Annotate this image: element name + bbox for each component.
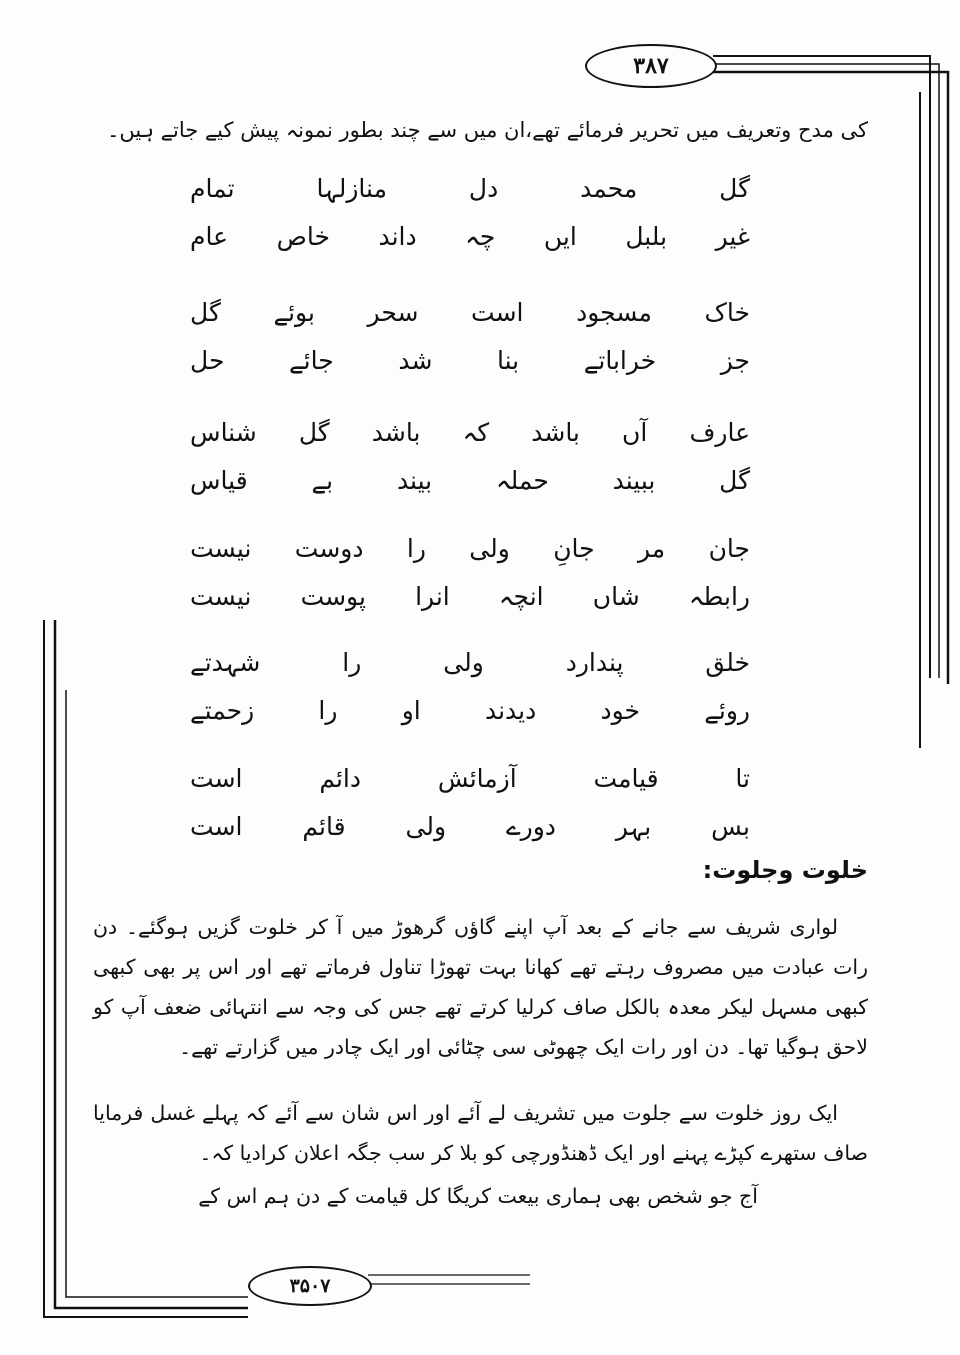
verse-word: باشد bbox=[371, 417, 421, 447]
verse-word: جز bbox=[720, 345, 750, 375]
verse-word: او bbox=[401, 695, 421, 725]
verse-word: گل bbox=[190, 297, 221, 327]
verse-line bbox=[190, 170, 750, 206]
verse-line bbox=[190, 808, 750, 844]
verse-word: ولی bbox=[405, 811, 447, 841]
verse-word: را bbox=[342, 647, 362, 677]
verse-line bbox=[190, 578, 750, 614]
bottom-page-number: ۳۵۰۷ bbox=[248, 1266, 372, 1306]
verse-word: را bbox=[318, 695, 338, 725]
verse-word: پوست bbox=[300, 581, 366, 611]
verse-line bbox=[190, 414, 750, 450]
verse-line bbox=[190, 294, 750, 330]
verse-word: شناس bbox=[190, 417, 257, 447]
verse-word: دیدند bbox=[484, 695, 537, 725]
verse-word: محمد bbox=[580, 173, 638, 203]
verse-word: دوست bbox=[294, 533, 364, 563]
verse-word: باشد bbox=[531, 417, 580, 447]
verse-word: چہ bbox=[465, 221, 496, 251]
verse-word: قیاس bbox=[190, 465, 248, 495]
verse-word: سحر bbox=[367, 297, 419, 327]
verse-word: دل bbox=[468, 173, 499, 203]
verse-word: مسجود bbox=[576, 297, 652, 327]
verse-word: گل bbox=[298, 417, 330, 447]
verse-word: کہ bbox=[462, 417, 490, 447]
verse-word: بے bbox=[311, 465, 334, 495]
top-page-number: ۳۸۷ bbox=[585, 44, 717, 88]
verse-word: حل bbox=[190, 345, 225, 375]
verse-word: جائے bbox=[289, 345, 334, 375]
verse-word: ولی bbox=[469, 533, 510, 563]
verse-word: شہدتے bbox=[190, 647, 261, 677]
verse-word: غیر bbox=[715, 221, 750, 251]
paragraph-3: آج جو شخص بھی ہماری بیعت کریگا کل قیامت کے دن ہم اس کے bbox=[198, 1184, 758, 1208]
verse-word: بلبل bbox=[625, 221, 668, 251]
verse-word: قیامت bbox=[593, 763, 659, 793]
verse-word: عام bbox=[190, 221, 229, 251]
verse-word: جان bbox=[708, 533, 750, 563]
paragraph-2: ایک روز خلوت سے جلوت میں تشریف لے آئے اور اس شان سے آئے کہ پہلے غسل فرمایا صاف ستھرے کپڑے پہنے اور ایک ڈھنڈورچی کو بلا کر سب جگہ اعلان کرادیا کہ۔ bbox=[93, 1101, 868, 1165]
verse-word: خاص bbox=[276, 221, 330, 251]
verse-word: است bbox=[190, 763, 243, 793]
verse-word: شاں bbox=[592, 581, 640, 611]
verse-word: دورے bbox=[505, 811, 556, 841]
verse-line bbox=[190, 218, 750, 254]
verse-word: خاک bbox=[704, 297, 750, 327]
verse-word: گل bbox=[719, 173, 750, 203]
verse-word: مر bbox=[638, 533, 666, 563]
verse-word: منازلہا bbox=[316, 173, 387, 203]
verse-word: است bbox=[471, 297, 524, 327]
verse-word: خراباتے bbox=[583, 345, 657, 375]
verse-word: خلق bbox=[705, 647, 750, 677]
verse-line bbox=[190, 644, 750, 680]
verse-word: آزمائش bbox=[437, 763, 517, 793]
verse-word: روئے bbox=[704, 695, 750, 725]
verse-word: حملہ bbox=[495, 465, 549, 495]
verse-word: خود bbox=[600, 695, 640, 725]
paragraph-1: لواری شریف سے جانے کے بعد آپ اپنے گاؤں گرھوڑ میں آ کر خلوت گزیں ہوگئے۔ دن رات عبادت میں مصروف رہتے تھے کھانا بہت تھوڑا تناول فرماتے تھے اور اس پر بھی کبھی کبھی مسہل لیکر معدہ بالکل صاف کرلیا کرتے تھے جس کی وجہ سے انتہائی ضعف آپ کو لاحق ہوگیا تھا۔ دن اور رات ایک چھوٹی سی چٹائی اور ایک چادر میں گزارتے تھے۔ bbox=[93, 915, 868, 1059]
verse-word: زحمتے bbox=[190, 695, 255, 725]
verse-line bbox=[190, 530, 750, 566]
verse-word: تا bbox=[735, 763, 750, 793]
verse-word: بہر bbox=[615, 811, 652, 841]
verse-word: بس bbox=[711, 811, 750, 841]
verse-word: دائم bbox=[319, 763, 362, 793]
verse-word: نیست bbox=[190, 581, 252, 611]
verse-word: بنا bbox=[497, 345, 520, 375]
verse-word: قائم bbox=[302, 811, 346, 841]
verse-word: نیست bbox=[190, 533, 252, 563]
section-heading: خلوت وجلوت: bbox=[702, 856, 868, 884]
verse-word: داند bbox=[378, 221, 417, 251]
verse-word: تمام bbox=[190, 173, 235, 203]
verse-word: شد bbox=[398, 345, 433, 375]
verse-word: را bbox=[406, 533, 426, 563]
verse-word: پندارد bbox=[565, 647, 624, 677]
verse-word: رابطہ bbox=[688, 581, 750, 611]
verse-word: جانِ bbox=[553, 533, 595, 563]
verse-word: ولی bbox=[443, 647, 484, 677]
verse-line bbox=[190, 342, 750, 378]
verse-line bbox=[190, 462, 750, 498]
verse-word: عارف bbox=[689, 417, 750, 447]
verse-line bbox=[190, 692, 750, 728]
verse-word: گل bbox=[719, 465, 750, 495]
verse-word: بوئے bbox=[273, 297, 315, 327]
verse-word: آں bbox=[622, 417, 648, 447]
verse-word: است bbox=[190, 811, 243, 841]
verse-word: انچہ bbox=[498, 581, 544, 611]
intro-line: کی مدح وتعریف میں تحریر فرمائے تھے،ان میں سے چند بطور نمونہ پیش کیے جاتے ہیں۔ bbox=[107, 118, 868, 142]
verse-word: ایں bbox=[543, 221, 577, 251]
verse-word: ببیند bbox=[612, 465, 656, 495]
verse-word: بیند bbox=[396, 465, 433, 495]
verse-line bbox=[190, 760, 750, 796]
verse-word: انرا bbox=[415, 581, 450, 611]
